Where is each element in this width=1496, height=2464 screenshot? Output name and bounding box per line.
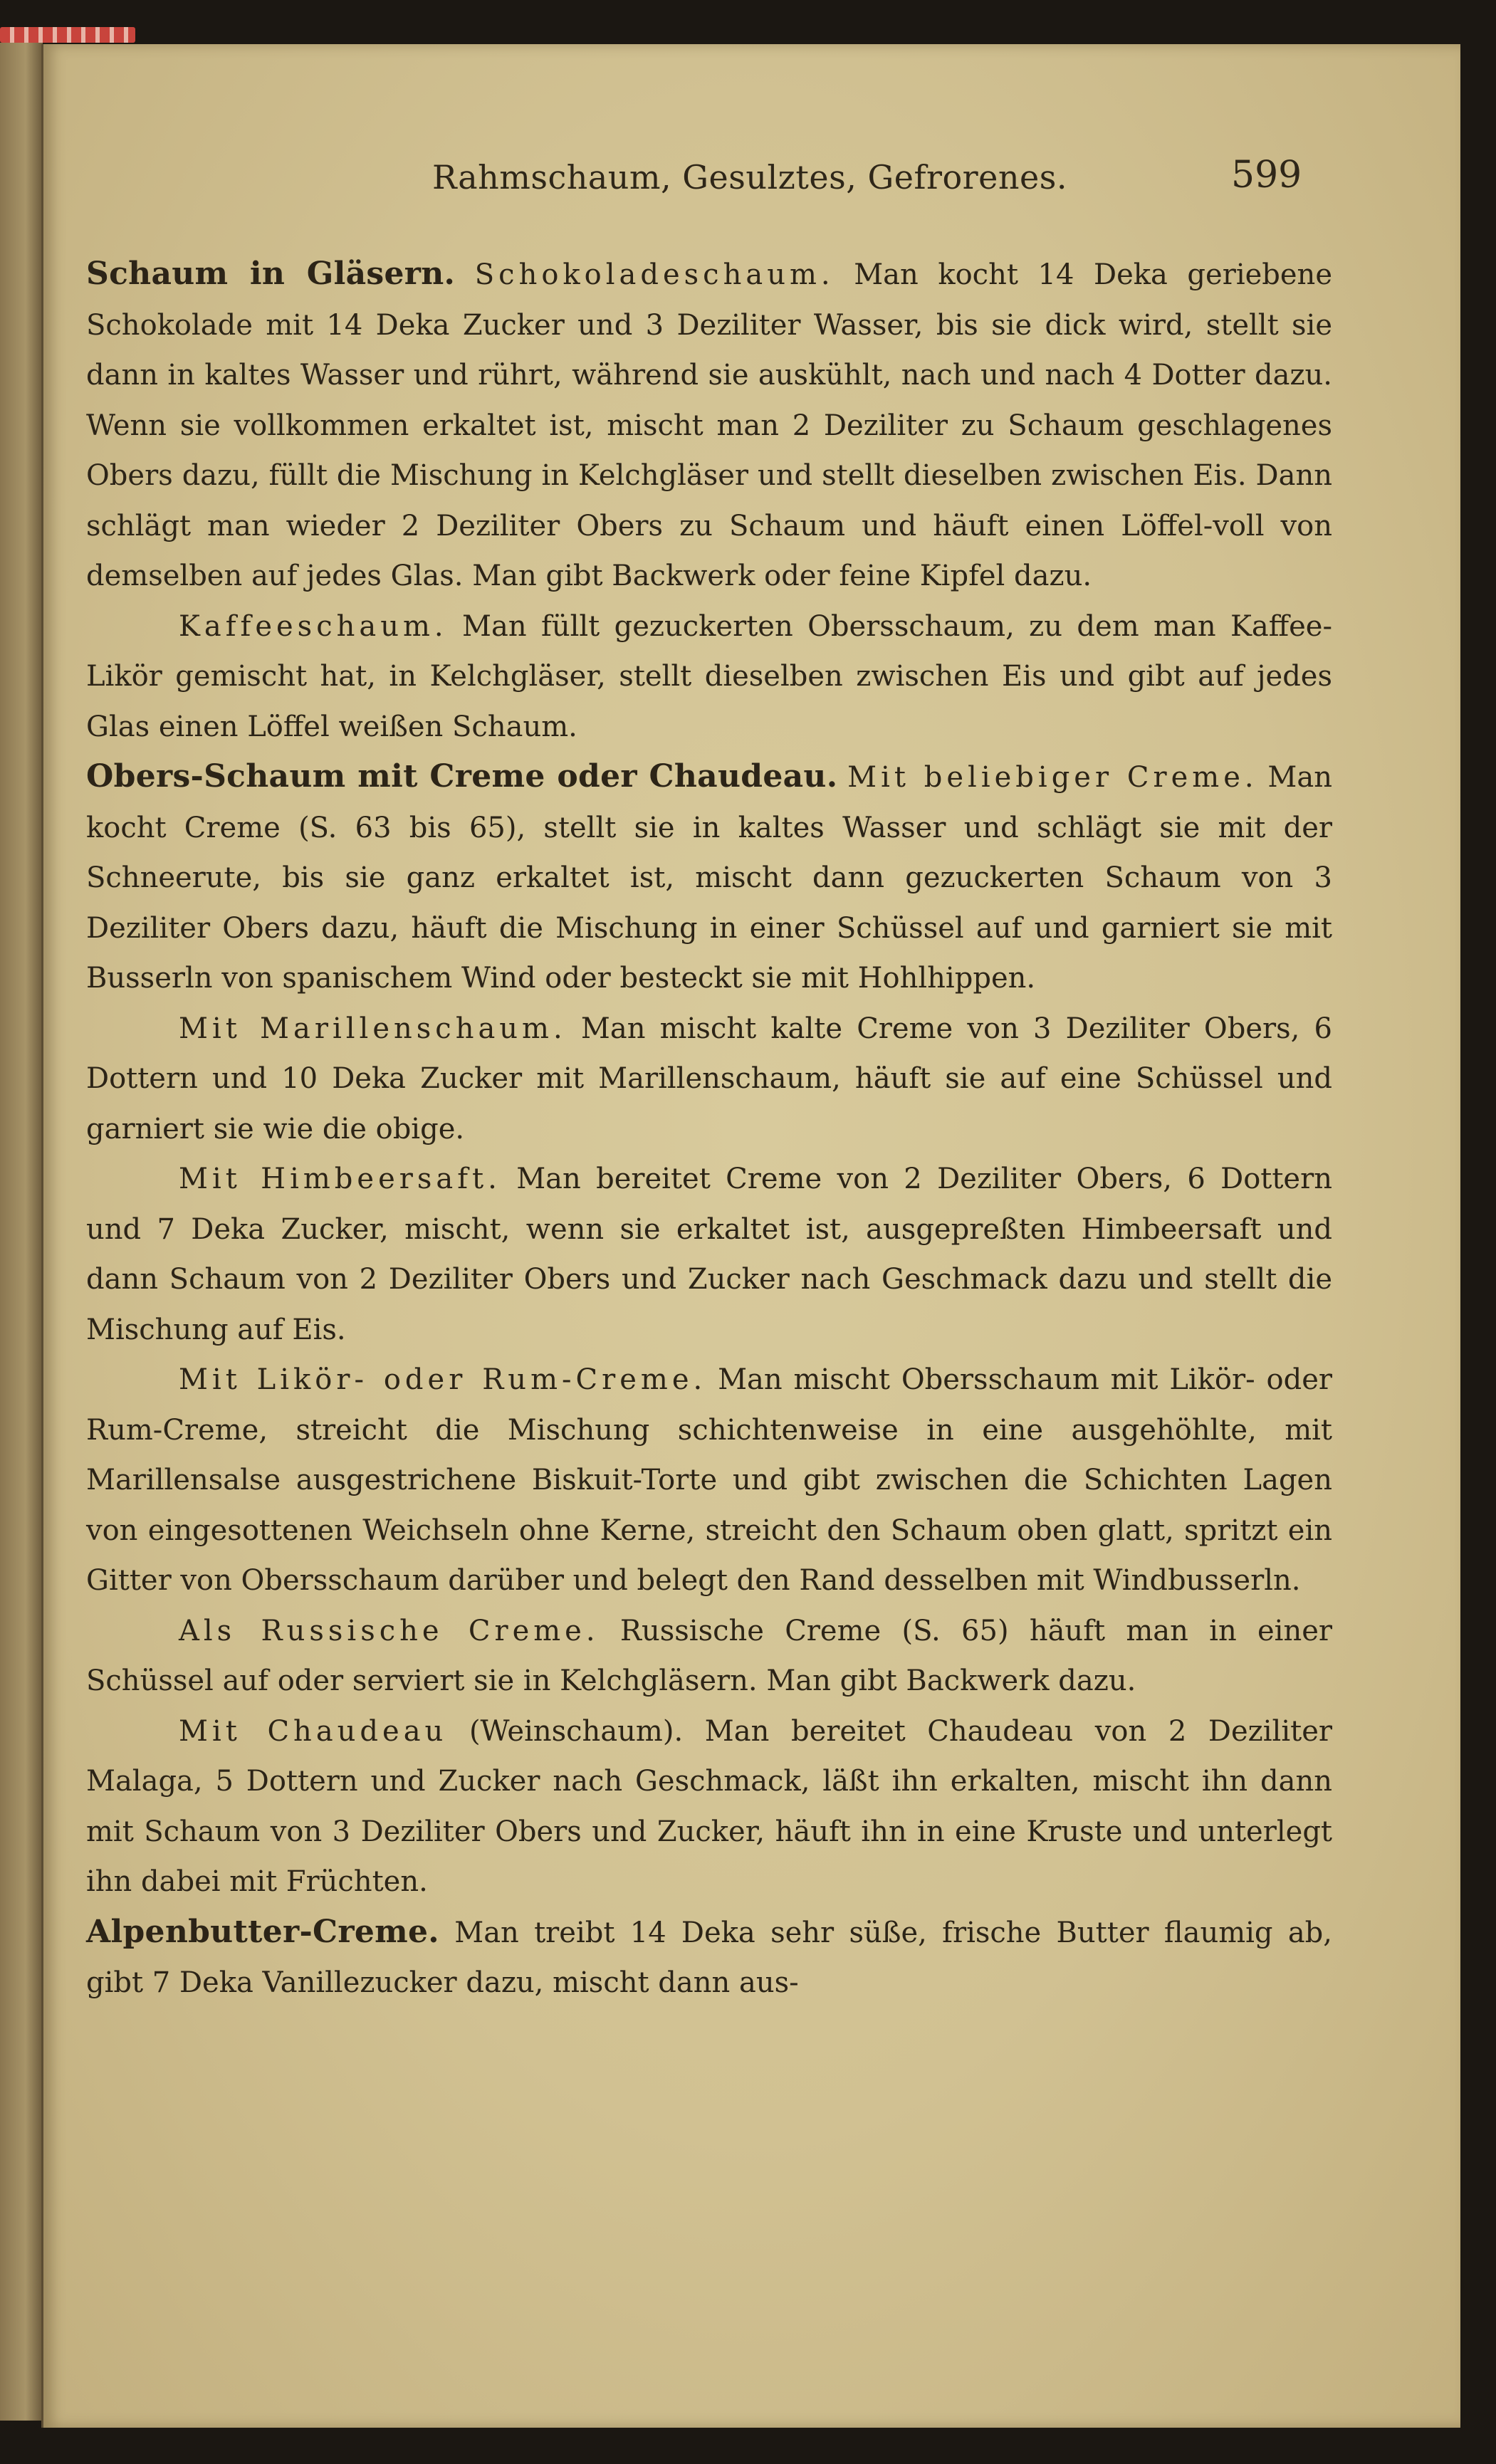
recipe-text: (Weinschaum). Man bereitet Chaudeau von 2 Deziliter Malaga, 5 Dottern und Zucker nach Geschmack, läßt ihn erkalten, mischt ihn dann mit Schaum von 3 Deziliter Obers und Zucker, häuft ihn in eine Kruste und unterlegt ihn dabei mit Früchten. xyxy=(86,1714,1332,1898)
paragraph-himbeersaft xyxy=(86,1154,1332,1355)
recipe-title: Mit beliebiger Creme. xyxy=(847,761,1258,794)
recipe-title: Mit Chaudeau xyxy=(179,1714,448,1748)
paragraph-schaum-in-glaesern xyxy=(86,249,1332,602)
recipe-title: Kaffeeschaum. xyxy=(179,609,448,643)
recipe-title: Mit Marillenschaum. xyxy=(179,1012,567,1045)
recipe-text: Man mischt Obersschaum mit Likör- oder Rum-Creme, streicht die Mischung schichtenweise in eine ausgehöhlte, mit Marillensalse ausgestrichene Biskuit-Torte und gibt zwischen die Schichten Lagen von eingesottenen Weichseln ohne Kerne, streicht den Schaum oben glatt, spritzt ein Gitter von Obersschaum darüber und belegt den Rand desselben mit Windbusserln. xyxy=(86,1363,1332,1597)
section-heading: Schaum in Gläsern. xyxy=(86,256,456,292)
book-page xyxy=(41,44,1460,2428)
recipe-title: Mit Likör- oder Rum-Creme. xyxy=(179,1363,707,1396)
paragraph-russische-creme xyxy=(86,1606,1332,1707)
page-number: 599 xyxy=(1231,154,1302,196)
previous-page-edge xyxy=(0,43,43,2421)
page-body xyxy=(86,249,1332,2008)
paragraph-kaffeeschaum xyxy=(86,602,1332,753)
recipe-title: Schokoladeschaum. xyxy=(474,258,835,291)
section-heading: Obers-Schaum mit Creme oder Chaudeau. xyxy=(86,758,838,795)
recipe-text: Man bereitet Creme von 2 Deziliter Obers, 6 Dottern und 7 Deka Zucker, mischt, wenn sie erkaltet ist, ausgepreßten Himbeersaft und dann Schaum von 2 Deziliter Obers und Zucker nach Geschmack dazu und stellt die Mischung auf Eis. xyxy=(86,1163,1332,1346)
recipe-text: Man treibt 14 Deka sehr süße, frische Butter flaumig ab, gibt 7 Deka Vanillezucker dazu, mischt dann aus- xyxy=(86,1916,1333,1999)
recipe-text: Man kocht Creme (S. 63 bis 65), stellt sie in kaltes Wasser und schlägt sie mit der Schneerute, bis sie ganz erkaltet ist, mischt dann gezuckerten Schaum von 3 Deziliter Obers dazu, häuft die Mischung in einer Schüssel auf und garniert sie mit Busserln von spanischem Wind oder besteckt sie mit Hohlhippen. xyxy=(86,761,1332,995)
paragraph-likoer-rum-creme xyxy=(86,1355,1332,1606)
recipe-text: Man mischt kalte Creme von 3 Deziliter Obers, 6 Dottern und 10 Deka Zucker mit Marillenschaum, häuft sie auf eine Schüssel und garniert sie wie die obige. xyxy=(86,1012,1333,1146)
page-header xyxy=(43,154,1460,229)
recipe-text: Man füllt gezuckerten Obersschaum, zu dem man Kaffee-Likör gemischt hat, in Kelchgläser, stellt dieselben zwischen Eis und gibt auf jedes Glas einen Löffel weißen Schaum. xyxy=(86,609,1332,743)
running-title: Rahmschaum, Gesulztes, Gefrorenes. xyxy=(432,158,1067,196)
recipe-title: Als Russische Creme. xyxy=(179,1614,600,1647)
paragraph-marillenschaum xyxy=(86,1004,1332,1155)
paragraph-alpenbutter-creme xyxy=(86,1907,1332,2008)
bookmark-ribbon xyxy=(0,27,135,43)
paragraph-obers-schaum xyxy=(86,752,1332,1004)
recipe-title: Mit Himbeersaft. xyxy=(179,1163,501,1195)
section-heading: Alpenbutter-Creme. xyxy=(86,1913,439,1950)
paragraph-chaudeau xyxy=(86,1707,1332,1907)
recipe-text: Russische Creme (S. 65) häuft man in einer Schüssel auf oder serviert sie in Kelchgläsern. Man gibt Backwerk dazu. xyxy=(86,1614,1332,1697)
recipe-text: Man kocht 14 Deka geriebene Schokolade mit 14 Deka Zucker und 3 Deziliter Wasser, bis sie dick wird, stellt sie dann in kaltes Wasser und rührt, während sie auskühlt, nach und nach 4 Dotter dazu. Wenn sie vollkommen erkaltet ist, mischt man 2 Deziliter zu Schaum geschlagenes Obers dazu, füllt die Mischung in Kelchgläser und stellt dieselben zwischen Eis. Dann schlägt man wieder 2 Deziliter Obers zu Schaum und häuft einen Löffel-voll von demselben auf jedes Glas. Man gibt Backwerk oder feine Kipfel dazu. xyxy=(86,258,1332,592)
